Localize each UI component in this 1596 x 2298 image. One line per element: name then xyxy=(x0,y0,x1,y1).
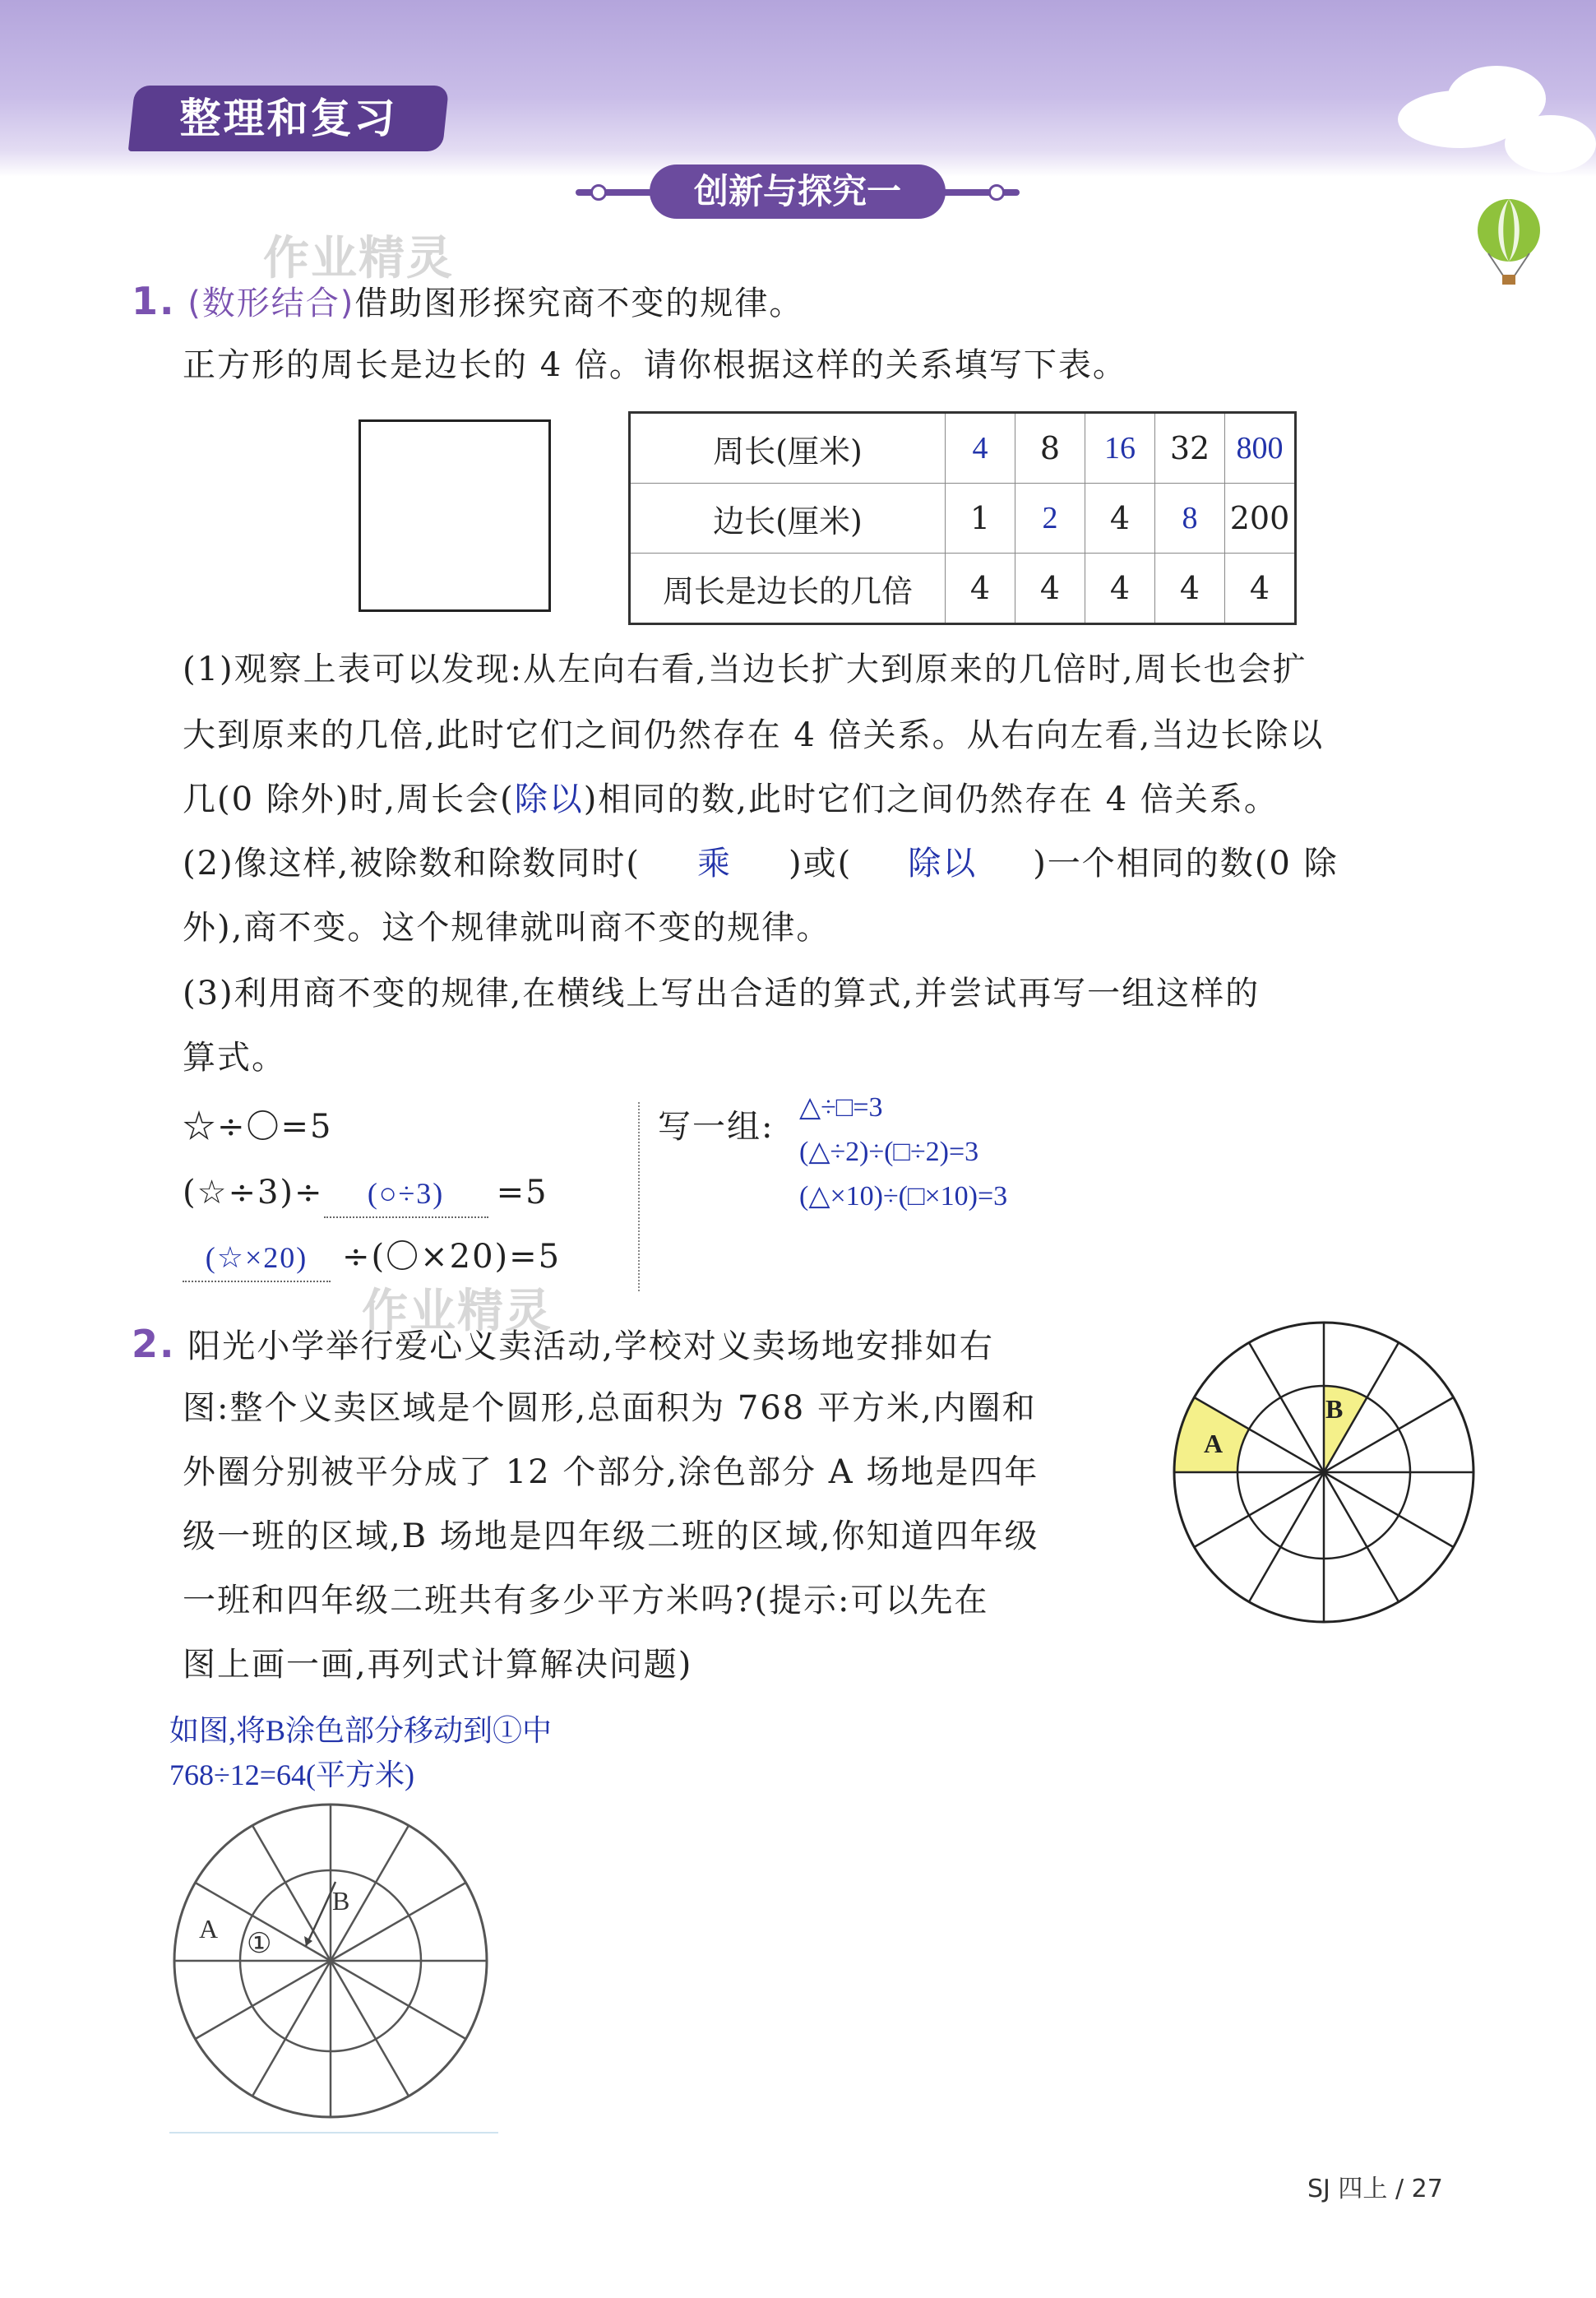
q2-number: 2. xyxy=(132,1322,176,1366)
table-cell: 800 xyxy=(1225,413,1296,484)
p2-answer-2: 除以 xyxy=(908,845,978,882)
eq2-text: =5 xyxy=(496,1174,548,1212)
eq2-text: (☆÷3)÷ xyxy=(183,1174,324,1212)
table-row xyxy=(630,554,1296,624)
ans-label-b: B xyxy=(332,1886,350,1916)
table-cell: 2 xyxy=(1015,484,1085,554)
label-a: A xyxy=(1204,1429,1224,1458)
answer-underline xyxy=(169,2132,498,2134)
radius-line xyxy=(195,1961,331,2039)
eq1: ☆÷〇=5 xyxy=(183,1108,333,1146)
p2-line1 xyxy=(183,841,1339,887)
table-cell: 1 xyxy=(946,484,1015,554)
write-answer-2: (△÷2)÷(□÷2)=3 xyxy=(799,1137,979,1167)
eq2 xyxy=(183,1170,548,1218)
eq2-answer: (○÷3) xyxy=(324,1170,488,1218)
table-cell: 32 xyxy=(1155,413,1225,484)
perimeter-table xyxy=(628,411,1297,625)
radius-line xyxy=(1249,1472,1324,1602)
table-row xyxy=(630,484,1296,554)
radius-line xyxy=(1324,1472,1399,1602)
balloon-icon xyxy=(1472,197,1546,288)
row-label: 周长是边长的几倍 xyxy=(630,554,946,624)
row-label: 边长(厘米) xyxy=(630,484,946,554)
venue-circle-figure xyxy=(1168,1316,1480,1629)
table-cell: 200 xyxy=(1225,484,1296,554)
watermark: 作业精灵 xyxy=(263,232,454,285)
cloud-decoration xyxy=(1505,115,1596,173)
circle-diagram xyxy=(1174,1323,1473,1622)
p1-line1: (1)观察上表可以发现:从左向右看,当边长扩大到原来的几倍时,周长也会扩 xyxy=(183,651,1307,688)
square-figure xyxy=(359,419,551,612)
q1-title: 借助图形探究商不变的规律。 xyxy=(354,285,804,322)
answer-circle-diagram xyxy=(174,1805,487,2117)
table-cell: 8 xyxy=(1015,413,1085,484)
banner-dot xyxy=(988,184,1005,201)
write-label: 写一组: xyxy=(658,1108,775,1146)
q2-line1 xyxy=(132,1321,994,1369)
section-tag: 整理和复习 xyxy=(179,95,398,142)
radius-line xyxy=(331,1883,466,1961)
section-banner xyxy=(567,164,1028,219)
p1-line2: 大到原来的几倍,此时它们之间仍然存在 4 倍关系。从右向左看,当边长除以 xyxy=(183,716,1325,754)
radius-line xyxy=(1194,1472,1324,1547)
q2-text: 阳光小学举行爱心义卖活动,学校对义卖场地安排如右 xyxy=(187,1327,994,1365)
p3-line2: 算式。 xyxy=(183,1039,286,1077)
table-cell: 16 xyxy=(1085,413,1155,484)
ans-label-1: ① xyxy=(247,1927,272,1960)
label-b: B xyxy=(1325,1394,1344,1424)
p2-answer-1: 乘 xyxy=(696,845,732,882)
answer-line2: 768÷12=64(平方米) xyxy=(169,1758,415,1791)
table-cell: 4 xyxy=(946,554,1015,624)
banner-dot xyxy=(590,184,607,201)
q1-tag: (数形结合) xyxy=(187,285,355,322)
banner-title: 创新与探究一 xyxy=(693,171,901,211)
p1-answer: 除以 xyxy=(514,781,584,818)
q2-line4: 级一班的区域,B 场地是四年级二班的区域,你知道四年级 xyxy=(183,1517,1039,1555)
q1-heading xyxy=(132,278,803,327)
p2-line2: 外),商不变。这个规律就叫商不变的规律。 xyxy=(183,909,831,947)
radius-line xyxy=(252,1961,331,2096)
write-answer-3: (△×10)÷(□×10)=3 xyxy=(799,1181,1008,1212)
radius-line xyxy=(331,1961,466,2039)
page-number: SJ 四上 / 27 xyxy=(1307,2175,1443,2203)
write-answer-1: △÷□=3 xyxy=(799,1092,883,1123)
q2-line3: 外圈分别被平分成了 12 个部分,涂色部分 A 场地是四年 xyxy=(183,1453,1039,1491)
table-row xyxy=(630,413,1296,484)
radius-line xyxy=(331,1961,409,2096)
p2-text: )一个相同的数(0 除 xyxy=(1033,845,1339,883)
ans-label-a: A xyxy=(199,1914,219,1944)
p2-text: )或( xyxy=(788,845,853,883)
table-cell: 4 xyxy=(946,413,1015,484)
eq3-text: ÷(〇×20)=5 xyxy=(342,1238,562,1276)
q1-number: 1. xyxy=(132,279,176,323)
p1-text: )相同的数,此时它们之间仍然存在 4 倍关系。 xyxy=(583,781,1279,818)
table-cell: 8 xyxy=(1155,484,1225,554)
p2-text: (2)像这样,被除数和除数同时( xyxy=(183,845,641,883)
q2-line5: 一班和四年级二班共有多少平方米吗?(提示:可以先在 xyxy=(183,1582,989,1619)
radius-line xyxy=(1249,1342,1324,1472)
q1-intro: 正方形的周长是边长的 4 倍。请你根据这样的关系填写下表。 xyxy=(183,346,1127,384)
answer-circle-figure xyxy=(169,1800,498,2129)
row-label: 周长(厘米) xyxy=(630,413,946,484)
p3-line1: (3)利用商不变的规律,在横线上写出合适的算式,并尝试再写一组这样的 xyxy=(183,975,1261,1012)
table-cell: 4 xyxy=(1155,554,1225,624)
eq3 xyxy=(183,1234,561,1282)
radius-line xyxy=(1324,1472,1454,1547)
p1-text: 几(0 除外)时,周长会( xyxy=(183,781,515,818)
table-cell: 4 xyxy=(1225,554,1296,624)
table-cell: 4 xyxy=(1085,554,1155,624)
p1-line3 xyxy=(183,776,1279,822)
answer-line1: 如图,将B涂色部分移动到①中 xyxy=(169,1714,553,1747)
q2-line6: 图上画一画,再列式计算解决问题) xyxy=(183,1646,693,1684)
watermark: 作业精灵 xyxy=(362,1285,553,1338)
table-cell: 4 xyxy=(1015,554,1085,624)
divider-dotted xyxy=(638,1102,640,1291)
table-cell: 4 xyxy=(1085,484,1155,554)
eq3-answer: (☆×20) xyxy=(183,1235,331,1282)
q2-line2: 图:整个义卖区域是个圆形,总面积为 768 平方米,内圈和 xyxy=(183,1389,1037,1427)
